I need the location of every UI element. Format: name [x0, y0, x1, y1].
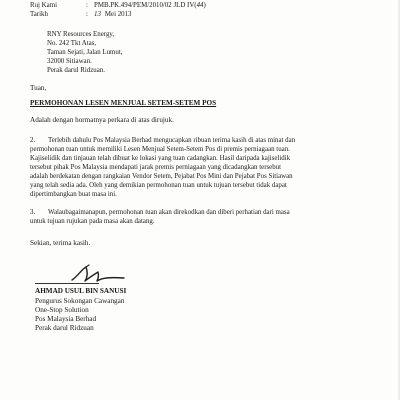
- reference-line: [30, 2, 206, 10]
- para2-line-2: Kajiselidik dan tinjauan telah dibuat ke lokasi yang tuan cadangkan. Hasil daripada kajiselidik: [30, 155, 291, 162]
- para3-number: 3.: [30, 209, 36, 216]
- para2-line-3: tersebut pihak Pos Malaysia mendapati jarak premis perniagaan yang dicadangkan tersebut: [30, 164, 282, 171]
- para2-line-6: dipertimbangkan buat masa ini.: [30, 191, 117, 198]
- recipient-line2: Taman Sejati, Jalan Lumut,: [47, 49, 123, 56]
- para3-text-0: Walaubagaimanapun, permohonan tuan akan direkodkan dan diberi perhatian dari masa: [48, 209, 290, 216]
- para3-line-0: [30, 209, 290, 217]
- para2-line-5: yang telah sedia ada. Oleh yang demikian permohonan tuan untuk tujuan tersebut tidak dapat: [30, 182, 287, 189]
- tarikh-separator: :: [86, 11, 88, 18]
- ruj-handwritten: 44: [196, 2, 204, 9]
- para3-line-1: untuk tujuan rujukan pada masa akan datang.: [30, 218, 155, 225]
- recipient-line4: Perak darul Ridzuan.: [47, 67, 105, 74]
- ruj-value: PMB.PK.494/PEM/2010/02 JLD IV(: [94, 2, 197, 9]
- signatory-title3: Pos Malaysia Berhad: [35, 315, 97, 323]
- date-line: [30, 11, 132, 19]
- closing-line: Sekian, terima kasih.: [30, 239, 91, 247]
- tarikh-month-year: Mei 2013: [104, 11, 132, 18]
- para2-text-0: Terlebih dahulu Pos Malaysia Berhad mengucapkan ribuan terima kasih di atas minat dan: [48, 137, 296, 144]
- recipient-line1: No. 242 Tkt Atas,: [47, 40, 97, 47]
- para2-line-4: adalah berdekatan dengan rangkaian Vendor Setem, Pejabat Pos Mini dan Pejabat Pos Sitiawan: [30, 173, 293, 180]
- signatory-title2: One-Stop Solution: [35, 306, 89, 314]
- recipient-name: RNY Resources Energy,: [47, 31, 115, 38]
- salutation: Tuan,: [30, 84, 47, 92]
- signatory-name: AHMAD USUL BIN SANUSI: [35, 287, 127, 295]
- signature-rule: [35, 283, 99, 284]
- opening-line: Adalah dengan hormatnya perkara di atas dirujuk.: [30, 116, 174, 124]
- recipient-line3: 32000 Sitiawan.: [47, 58, 92, 65]
- para2-line-0: [30, 137, 295, 145]
- para2-number: 2.: [30, 137, 36, 144]
- signatory-title1: Pengurus Sokongan Cawangan: [35, 297, 125, 305]
- ruj-separator: :: [86, 2, 88, 9]
- tarikh-day: 13: [94, 11, 101, 18]
- para2-line-1: permohonan tuan untuk memiliki Lesen Menjual Setem-Setem Pos di premis perniagaan tuan.: [30, 146, 290, 153]
- tarikh-label: Tarikh: [30, 11, 48, 18]
- signatory-title4: Perak darul Ridzuan: [35, 324, 94, 332]
- ruj-label: Ruj Kami: [30, 2, 57, 9]
- subject-heading: PERMOHONAN LESEN MENJUAL SETEM-SETEM POS: [30, 99, 217, 107]
- handwritten-signature: [68, 263, 128, 285]
- ruj-close: ): [203, 2, 206, 9]
